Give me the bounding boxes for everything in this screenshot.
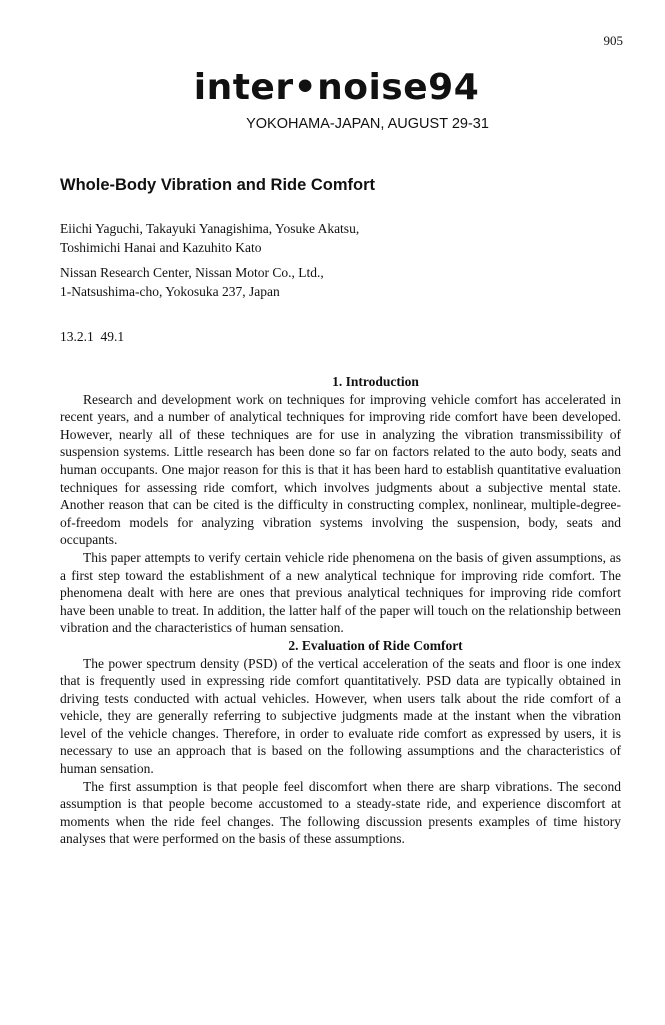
body-paragraph: The first assumption is that people feel discomfort when there are sharp vibrations. The second assumption is that people become accustomed to a steady-state ride, and experience discomfort at moments when the ride feel changes. The following discussion presents examples of time history analyses that were performed on the basis of these assumptions. [60, 778, 621, 847]
paper-body [60, 373, 621, 848]
paper-title: Whole-Body Vibration and Ride Comfort [60, 176, 376, 194]
conference-venue: YOKOHAMA-JAPAN, AUGUST 29-31 [246, 116, 489, 132]
affiliation-line: 1-Natsushima-cho, Yokosuka 237, Japan [60, 284, 280, 299]
affiliation [60, 263, 324, 301]
body-paragraph: Research and development work on techniques for improving vehicle comfort has accelerated in recent years, and a number of analytical techniques for improving ride comfort have been developed. However, nearly all of these techniques are for use in analyzing the vibration transmissibility of suspension systems. Little research has been done so far on factors related to the auto body, seats and human occupants. One major reason for this is that it has been hard to establish quantitative evaluation techniques for assessing ride comfort, which involves judgments about a subjective mental state. Another reason that can be cited is the difficulty in constructing complex, nonlinear, multiple-degree-of-freedom models for analyzing vibration systems involving the suspension, body, seats and occupants. [60, 391, 621, 548]
conference-logo: inter•noise94 [193, 67, 480, 108]
body-paragraph: This paper attempts to verify certain vehicle ride phenomena on the basis of given assumptions, as a first step toward the establishment of a new analytical technique for improving ride comfort. The phenomena dealt with here are ones that previous analytical techniques for improving ride comfort have been unable to treat. In addition, the latter half of the paper will touch on the relationship between vibration and the characteristics of human sensation. [60, 549, 621, 636]
classification-codes: 13.2.1 49.1 [60, 329, 125, 344]
body-paragraph: The power spectrum density (PSD) of the vertical acceleration of the seats and floor is one index that is frequently used in expressing ride comfort quantitatively. PSD data are typically obtained in driving tests conducted with actual vehicles. However, when users talk about the ride comfort of a vehicle, they are generally referring to subjective judgments made at the instant when the vibration level of the vehicle changes. Therefore, in order to evaluate ride comfort as expressed by users, it is necessary to use an approach that is based on the following assumptions and the characteristics of human sensation. [60, 655, 621, 777]
section-heading-evaluation: 2. Evaluation of Ride Comfort [288, 637, 463, 653]
page-number: 905 [603, 33, 623, 48]
affiliation-line: Nissan Research Center, Nissan Motor Co., Ltd., [60, 265, 324, 280]
section-heading-introduction: 1. Introduction [332, 374, 419, 389]
author-line: Eiichi Yaguchi, Takayuki Yanagishima, Yosuke Akatsu, [60, 221, 360, 236]
author-list [60, 219, 359, 257]
author-line: Toshimichi Hanai and Kazuhito Kato [60, 240, 262, 255]
